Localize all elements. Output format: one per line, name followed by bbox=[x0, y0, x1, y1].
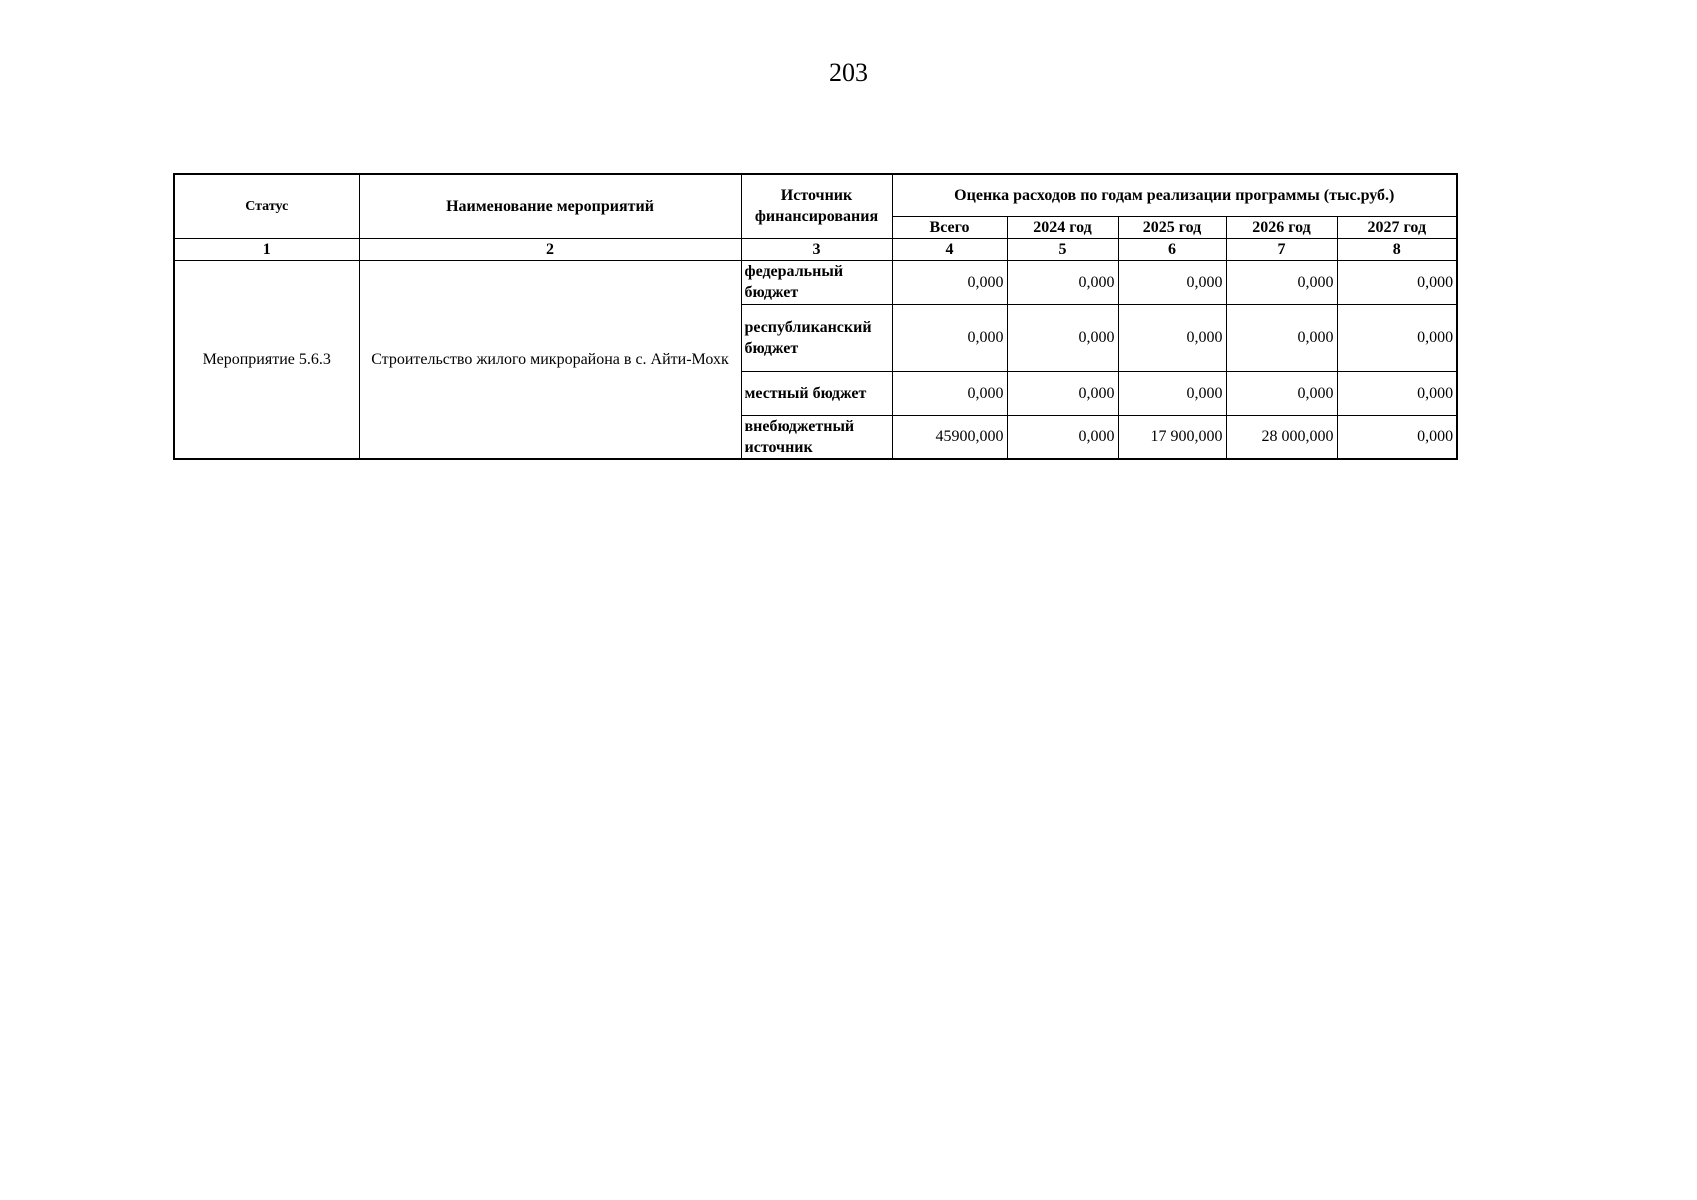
header-row-1 bbox=[174, 174, 1457, 216]
header-year-2025: 2025 год bbox=[1118, 216, 1226, 238]
value-cell: 0,000 bbox=[1337, 415, 1457, 459]
value-cell: 0,000 bbox=[892, 371, 1007, 415]
column-number: 8 bbox=[1337, 238, 1457, 260]
activity-name: Строительство жилого микрорайона в с. Айти-Мохк bbox=[359, 260, 741, 459]
column-number: 2 bbox=[359, 238, 741, 260]
header-source: Источник финансирования bbox=[741, 174, 892, 238]
column-number: 3 bbox=[741, 238, 892, 260]
value-cell: 0,000 bbox=[1007, 415, 1118, 459]
header-total: Всего bbox=[892, 216, 1007, 238]
value-cell: 45900,000 bbox=[892, 415, 1007, 459]
column-number: 1 bbox=[174, 238, 359, 260]
value-cell: 0,000 bbox=[892, 260, 1007, 304]
table-row bbox=[174, 260, 1457, 304]
column-number: 5 bbox=[1007, 238, 1118, 260]
value-cell: 0,000 bbox=[1007, 304, 1118, 371]
column-number-row bbox=[174, 238, 1457, 260]
value-cell: 0,000 bbox=[1007, 371, 1118, 415]
value-cell: 0,000 bbox=[1118, 260, 1226, 304]
header-name: Наименование мероприятий bbox=[359, 174, 741, 238]
value-cell: 28 000,000 bbox=[1226, 415, 1337, 459]
header-year-2026: 2026 год bbox=[1226, 216, 1337, 238]
column-number: 7 bbox=[1226, 238, 1337, 260]
page-number: 203 bbox=[829, 58, 868, 87]
budget-table bbox=[173, 173, 1458, 460]
column-number: 6 bbox=[1118, 238, 1226, 260]
header-year-2024: 2024 год bbox=[1007, 216, 1118, 238]
activity-status: Мероприятие 5.6.3 bbox=[174, 260, 359, 459]
funding-source: республиканский бюджет bbox=[741, 304, 892, 371]
header-status: Статус bbox=[174, 174, 359, 238]
value-cell: 0,000 bbox=[1337, 371, 1457, 415]
header-year-2027: 2027 год bbox=[1337, 216, 1457, 238]
funding-source: внебюджетный источник bbox=[741, 415, 892, 459]
column-number: 4 bbox=[892, 238, 1007, 260]
value-cell: 0,000 bbox=[1226, 260, 1337, 304]
value-cell: 0,000 bbox=[1007, 260, 1118, 304]
funding-source: федеральный бюджет bbox=[741, 260, 892, 304]
value-cell: 17 900,000 bbox=[1118, 415, 1226, 459]
header-estimate: Оценка расходов по годам реализации программы (тыс.руб.) bbox=[892, 174, 1457, 216]
value-cell: 0,000 bbox=[1337, 260, 1457, 304]
value-cell: 0,000 bbox=[1337, 304, 1457, 371]
value-cell: 0,000 bbox=[1226, 371, 1337, 415]
value-cell: 0,000 bbox=[1118, 304, 1226, 371]
funding-source: местный бюджет bbox=[741, 371, 892, 415]
value-cell: 0,000 bbox=[892, 304, 1007, 371]
value-cell: 0,000 bbox=[1118, 371, 1226, 415]
value-cell: 0,000 bbox=[1226, 304, 1337, 371]
